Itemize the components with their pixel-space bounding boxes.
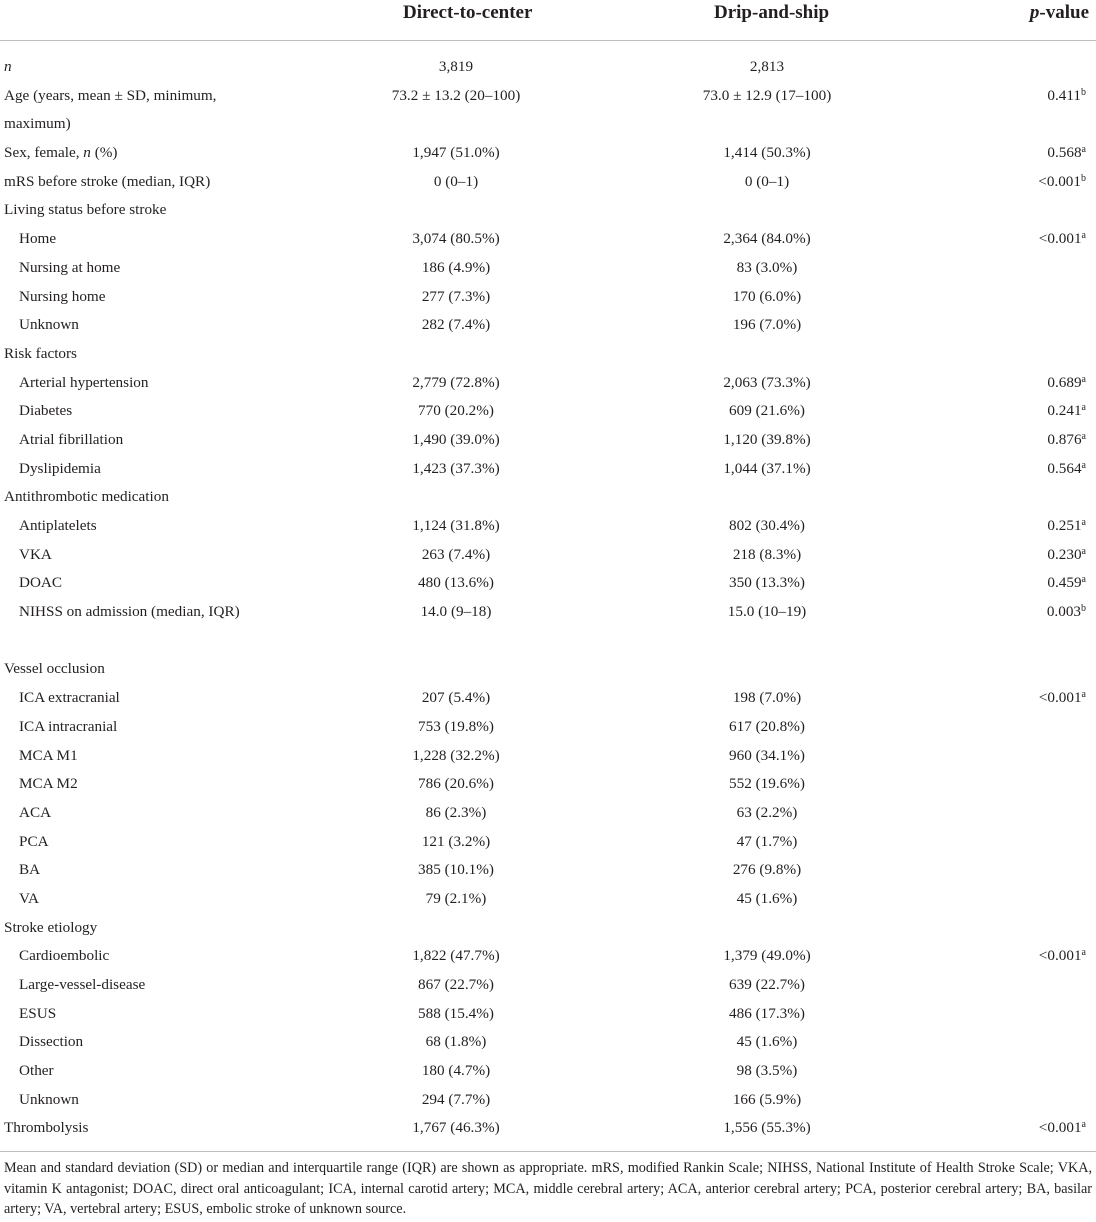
direct-to-center-value: 480 (13.6%) (418, 574, 494, 592)
p-value (1047, 397, 1086, 426)
row-label-text: NIHSS on admission (median, IQR) (19, 603, 240, 621)
row-label-text: Antiplatelets (19, 517, 97, 535)
row-label-text: VKA (19, 545, 52, 563)
p-value-number: 0.459 (1047, 574, 1082, 592)
direct-to-center-value: 121 (3.2%) (421, 832, 491, 850)
row-label-text: Unknown (19, 316, 79, 334)
table-row (0, 598, 1096, 655)
drip-and-ship-value: 15.0 (10–19) (727, 603, 807, 621)
p-value (1047, 455, 1086, 484)
row-label-text: Stroke etiology (4, 918, 98, 936)
table-row (0, 541, 1096, 570)
row-label (19, 799, 269, 828)
p-value-number: 0.689 (1047, 373, 1082, 391)
row-label-text: Arterial hypertension (19, 373, 149, 391)
p-value (1047, 369, 1086, 398)
p-value (1038, 168, 1086, 197)
p-value-number: <0.001 (1038, 689, 1082, 707)
direct-to-center-value: 1,124 (31.8%) (412, 517, 500, 535)
p-value-number: 0.251 (1047, 517, 1082, 535)
row-label-text: Nursing at home (19, 258, 121, 276)
row-label (19, 455, 269, 484)
table-row (0, 713, 1096, 742)
table-row (0, 512, 1096, 541)
column-header-drip-and-ship: Drip-and-ship (714, 2, 830, 23)
direct-to-center-value: 1,767 (46.3%) (412, 1119, 500, 1137)
table-row (0, 254, 1096, 283)
row-label-italic: n (83, 144, 91, 162)
row-label-text: Atrial fibrillation (19, 430, 124, 448)
row-label-text: Vessel occlusion (4, 660, 105, 678)
row-label-italic: n (4, 58, 12, 75)
row-label (19, 541, 269, 570)
row-label (4, 340, 254, 369)
row-label-text: Thrombolysis (4, 1119, 89, 1137)
table-row (0, 340, 1096, 369)
table-row (0, 139, 1096, 168)
direct-to-center-value: 3,819 (438, 58, 474, 75)
table-row (0, 1057, 1096, 1086)
row-label (4, 82, 232, 139)
table-row (0, 569, 1096, 598)
p-value (1047, 569, 1086, 598)
row-label-text: BA (19, 861, 41, 879)
direct-to-center-value: 1,228 (32.2%) (412, 746, 500, 764)
p-value-number: 0.241 (1047, 402, 1082, 420)
table-footnote: Mean and standard deviation (SD) or median and interquartile range (IQR) are shown as appropriate. mRS, modified Rankin Scale; NIHSS, National Institute of Health Stroke Scale; VKA, vitamin K antagonist; DOAC, direct oral anticoagulant; ICA, internal carotid artery; MCA, middle cerebral artery; ACA, anterior cerebral artery; PCA, posterior cerebral artery; BA, basilar artery; VA, vertebral artery; ESUS, embolic stroke of unknown source. (4, 1160, 1092, 1217)
drip-and-ship-value: 218 (8.3%) (732, 545, 802, 563)
direct-to-center-value: 1,490 (39.0%) (412, 430, 500, 448)
p-value (1047, 82, 1086, 111)
row-label (19, 828, 269, 857)
row-label (4, 139, 254, 168)
row-label-text: MCA M2 (19, 775, 78, 793)
row-label (4, 483, 254, 512)
row-label-text: Other (19, 1062, 54, 1080)
table-row (0, 914, 1096, 943)
p-value (1047, 426, 1086, 455)
row-label (19, 225, 269, 254)
row-label (19, 369, 269, 398)
p-value-test-marker: a (1081, 144, 1086, 156)
p-value-test-marker: a (1081, 574, 1086, 586)
drip-and-ship-value: 1,120 (39.8%) (723, 430, 811, 448)
row-label-text: Dissection (19, 1033, 84, 1051)
table-row (0, 799, 1096, 828)
row-label (19, 254, 269, 283)
row-label-text: Diabetes (19, 402, 73, 420)
direct-to-center-value: 73.2 ± 13.2 (20–100) (391, 86, 521, 104)
table-row (0, 426, 1096, 455)
table-row (0, 53, 1096, 82)
drip-and-ship-value: 45 (1.6%) (736, 889, 798, 907)
direct-to-center-value: 294 (7.7%) (421, 1090, 491, 1108)
table-row (0, 1028, 1096, 1057)
row-label-text: Risk factors (4, 344, 77, 362)
p-value (1047, 139, 1086, 168)
drip-and-ship-value: 350 (13.3%) (729, 574, 805, 592)
direct-to-center-value: 207 (5.4%) (421, 689, 491, 707)
table-row (0, 196, 1096, 225)
row-label-text: VA (19, 889, 39, 907)
table-row (0, 971, 1096, 1000)
table-row (0, 942, 1096, 971)
p-value-test-marker: a (1081, 230, 1086, 242)
p-value-test-marker: a (1081, 402, 1086, 414)
row-label (19, 942, 269, 971)
direct-to-center-value: 0 (0–1) (433, 172, 479, 190)
row-label (19, 397, 269, 426)
drip-and-ship-value: 276 (9.8%) (732, 861, 802, 879)
direct-to-center-value: 2,779 (72.8%) (412, 373, 500, 391)
row-label-text: ESUS (19, 1004, 57, 1022)
table-row (0, 655, 1096, 684)
p-value-number: 0.003 (1046, 603, 1081, 621)
direct-to-center-value: 867 (22.7%) (418, 976, 494, 994)
row-label (19, 770, 269, 799)
row-label-text: Home (19, 230, 57, 248)
table-row (0, 1114, 1096, 1143)
p-value (1039, 942, 1086, 971)
row-label (4, 196, 254, 225)
row-label-text: ACA (19, 803, 52, 821)
row-label-text: Dyslipidemia (19, 459, 101, 477)
p-value (1047, 541, 1086, 570)
drip-and-ship-value: 1,379 (49.0%) (723, 947, 811, 965)
p-value (1039, 1114, 1086, 1143)
row-label (19, 1086, 269, 1115)
p-value-test-marker: b (1081, 172, 1086, 184)
direct-to-center-value: 1,947 (51.0%) (412, 144, 500, 162)
p-value-test-marker: a (1081, 517, 1086, 529)
direct-to-center-value: 385 (10.1%) (418, 861, 494, 879)
direct-to-center-value: 282 (7.4%) (421, 316, 491, 334)
drip-and-ship-value: 552 (19.6%) (729, 775, 805, 793)
p-value (1047, 598, 1086, 627)
drip-and-ship-value: 1,556 (55.3%) (723, 1119, 811, 1137)
row-label-text: Sex, female, (4, 144, 84, 162)
column-header-direct-to-center: Direct-to-center (403, 2, 533, 23)
row-label (19, 283, 269, 312)
p-value (1039, 225, 1086, 254)
row-label (19, 885, 269, 914)
direct-to-center-value: 277 (7.3%) (421, 287, 491, 305)
row-label (4, 1114, 254, 1143)
direct-to-center-value: 68 (1.8%) (425, 1033, 487, 1051)
table-row (0, 1000, 1096, 1029)
table-row (0, 283, 1096, 312)
direct-to-center-value: 263 (7.4%) (421, 545, 491, 563)
row-label-text: DOAC (19, 574, 63, 592)
p-value-number: <0.001 (1038, 172, 1081, 190)
row-label (4, 655, 254, 684)
row-label-text: Cardioembolic (19, 947, 110, 965)
table-row (0, 397, 1096, 426)
row-label (19, 512, 269, 541)
row-label-text: PCA (19, 832, 49, 850)
row-label (19, 1000, 269, 1029)
direct-to-center-value: 753 (19.8%) (418, 717, 494, 735)
p-value-number: 0.568 (1047, 144, 1082, 162)
row-label-text: Nursing home (19, 287, 106, 305)
p-value-number: <0.001 (1038, 947, 1082, 965)
drip-and-ship-value: 45 (1.6%) (736, 1033, 798, 1051)
row-label-text: Large-vessel-disease (19, 976, 146, 994)
drip-and-ship-value: 802 (30.4%) (729, 517, 805, 535)
drip-and-ship-value: 617 (20.8%) (729, 717, 805, 735)
p-value-test-marker: a (1081, 459, 1086, 471)
row-label (4, 168, 254, 197)
table-header (0, 0, 1096, 41)
p-value-test-marker: b (1081, 603, 1086, 615)
direct-to-center-value: 1,423 (37.3%) (412, 459, 500, 477)
p-italic: p (1029, 2, 1040, 23)
drip-and-ship-value: 63 (2.2%) (736, 803, 798, 821)
table-row (0, 225, 1096, 254)
table-row (0, 684, 1096, 713)
drip-and-ship-value: 2,364 (84.0%) (723, 230, 811, 248)
row-label (19, 426, 269, 455)
table-row (0, 168, 1096, 197)
row-label-text: MCA M1 (19, 746, 78, 764)
row-label (19, 856, 269, 885)
row-label-after: (%) (90, 144, 118, 162)
drip-and-ship-value: 639 (22.7%) (729, 976, 805, 994)
direct-to-center-value: 770 (20.2%) (418, 402, 494, 420)
table-row (0, 1086, 1096, 1115)
p-value-number: <0.001 (1038, 1119, 1082, 1137)
p-value-test-marker: a (1081, 373, 1086, 385)
drip-and-ship-value: 198 (7.0%) (732, 689, 802, 707)
drip-and-ship-value: 166 (5.9%) (732, 1090, 802, 1108)
p-value-test-marker: a (1081, 689, 1086, 701)
drip-and-ship-value: 47 (1.7%) (736, 832, 798, 850)
table-bottom-rule (0, 1151, 1096, 1152)
direct-to-center-value: 180 (4.7%) (421, 1062, 491, 1080)
row-label-text: mRS before stroke (median, IQR) (4, 172, 211, 190)
p-value-test-marker: a (1081, 1119, 1086, 1131)
drip-and-ship-value: 196 (7.0%) (732, 316, 802, 334)
row-label (4, 914, 254, 943)
drip-and-ship-value: 0 (0–1) (744, 172, 790, 190)
row-label-text: Antithrombotic medication (4, 488, 169, 506)
drip-and-ship-value: 609 (21.6%) (729, 402, 805, 420)
drip-and-ship-value: 170 (6.0%) (732, 287, 802, 305)
table-row (0, 369, 1096, 398)
row-label (19, 971, 269, 1000)
p-value-number: 0.564 (1047, 459, 1082, 477)
drip-and-ship-value: 2,063 (73.3%) (723, 373, 811, 391)
p-value-number: 0.230 (1047, 545, 1082, 563)
table-row (0, 885, 1096, 914)
p-value-test-marker: b (1081, 86, 1086, 98)
row-label-text: Age (years, mean ± SD, minimum, maximum) (4, 86, 217, 133)
p-value-test-marker: a (1081, 430, 1086, 442)
table-row (0, 770, 1096, 799)
row-label (4, 53, 254, 82)
direct-to-center-value: 186 (4.9%) (421, 258, 491, 276)
direct-to-center-value: 1,822 (47.7%) (412, 947, 500, 965)
direct-to-center-value: 14.0 (9–18) (420, 603, 492, 621)
table-row (0, 82, 1096, 139)
row-label (19, 713, 269, 742)
drip-and-ship-value: 2,813 (749, 58, 785, 75)
drip-and-ship-value: 1,414 (50.3%) (723, 144, 811, 162)
row-label (19, 311, 269, 340)
table-body (0, 41, 1096, 1143)
column-header-p-value (1030, 2, 1089, 24)
p-value-number: 0.411 (1047, 86, 1081, 104)
p-value-number: <0.001 (1038, 230, 1082, 248)
row-label (19, 1028, 269, 1057)
direct-to-center-value: 3,074 (80.5%) (412, 230, 500, 248)
row-label-text: ICA extracranial (19, 689, 120, 707)
drip-and-ship-value: 1,044 (37.1%) (723, 459, 811, 477)
drip-and-ship-value: 960 (34.1%) (729, 746, 805, 764)
row-label (19, 598, 247, 627)
direct-to-center-value: 79 (2.1%) (425, 889, 487, 907)
table-row (0, 311, 1096, 340)
drip-and-ship-value: 83 (3.0%) (736, 258, 798, 276)
row-label (19, 684, 269, 713)
table-row (0, 856, 1096, 885)
row-label (19, 1057, 269, 1086)
row-label (19, 742, 269, 771)
p-value (1047, 512, 1086, 541)
direct-to-center-value: 786 (20.6%) (418, 775, 494, 793)
p-suffix: -value (1039, 2, 1089, 23)
drip-and-ship-value: 73.0 ± 12.9 (17–100) (702, 86, 832, 104)
direct-to-center-value: 86 (2.3%) (425, 803, 487, 821)
table-row (0, 828, 1096, 857)
row-label-text: Living status before stroke (4, 201, 167, 219)
row-label-text: ICA intracranial (19, 717, 118, 735)
row-label (19, 569, 269, 598)
row-label-text: Unknown (19, 1090, 79, 1108)
p-value-test-marker: a (1081, 545, 1086, 557)
table-row (0, 742, 1096, 771)
drip-and-ship-value: 98 (3.5%) (736, 1062, 798, 1080)
direct-to-center-value: 588 (15.4%) (418, 1004, 494, 1022)
table-row (0, 483, 1096, 512)
p-value-number: 0.876 (1047, 430, 1082, 448)
drip-and-ship-value: 486 (17.3%) (729, 1004, 805, 1022)
p-value (1039, 684, 1086, 713)
p-value-test-marker: a (1081, 947, 1086, 959)
table-row (0, 455, 1096, 484)
